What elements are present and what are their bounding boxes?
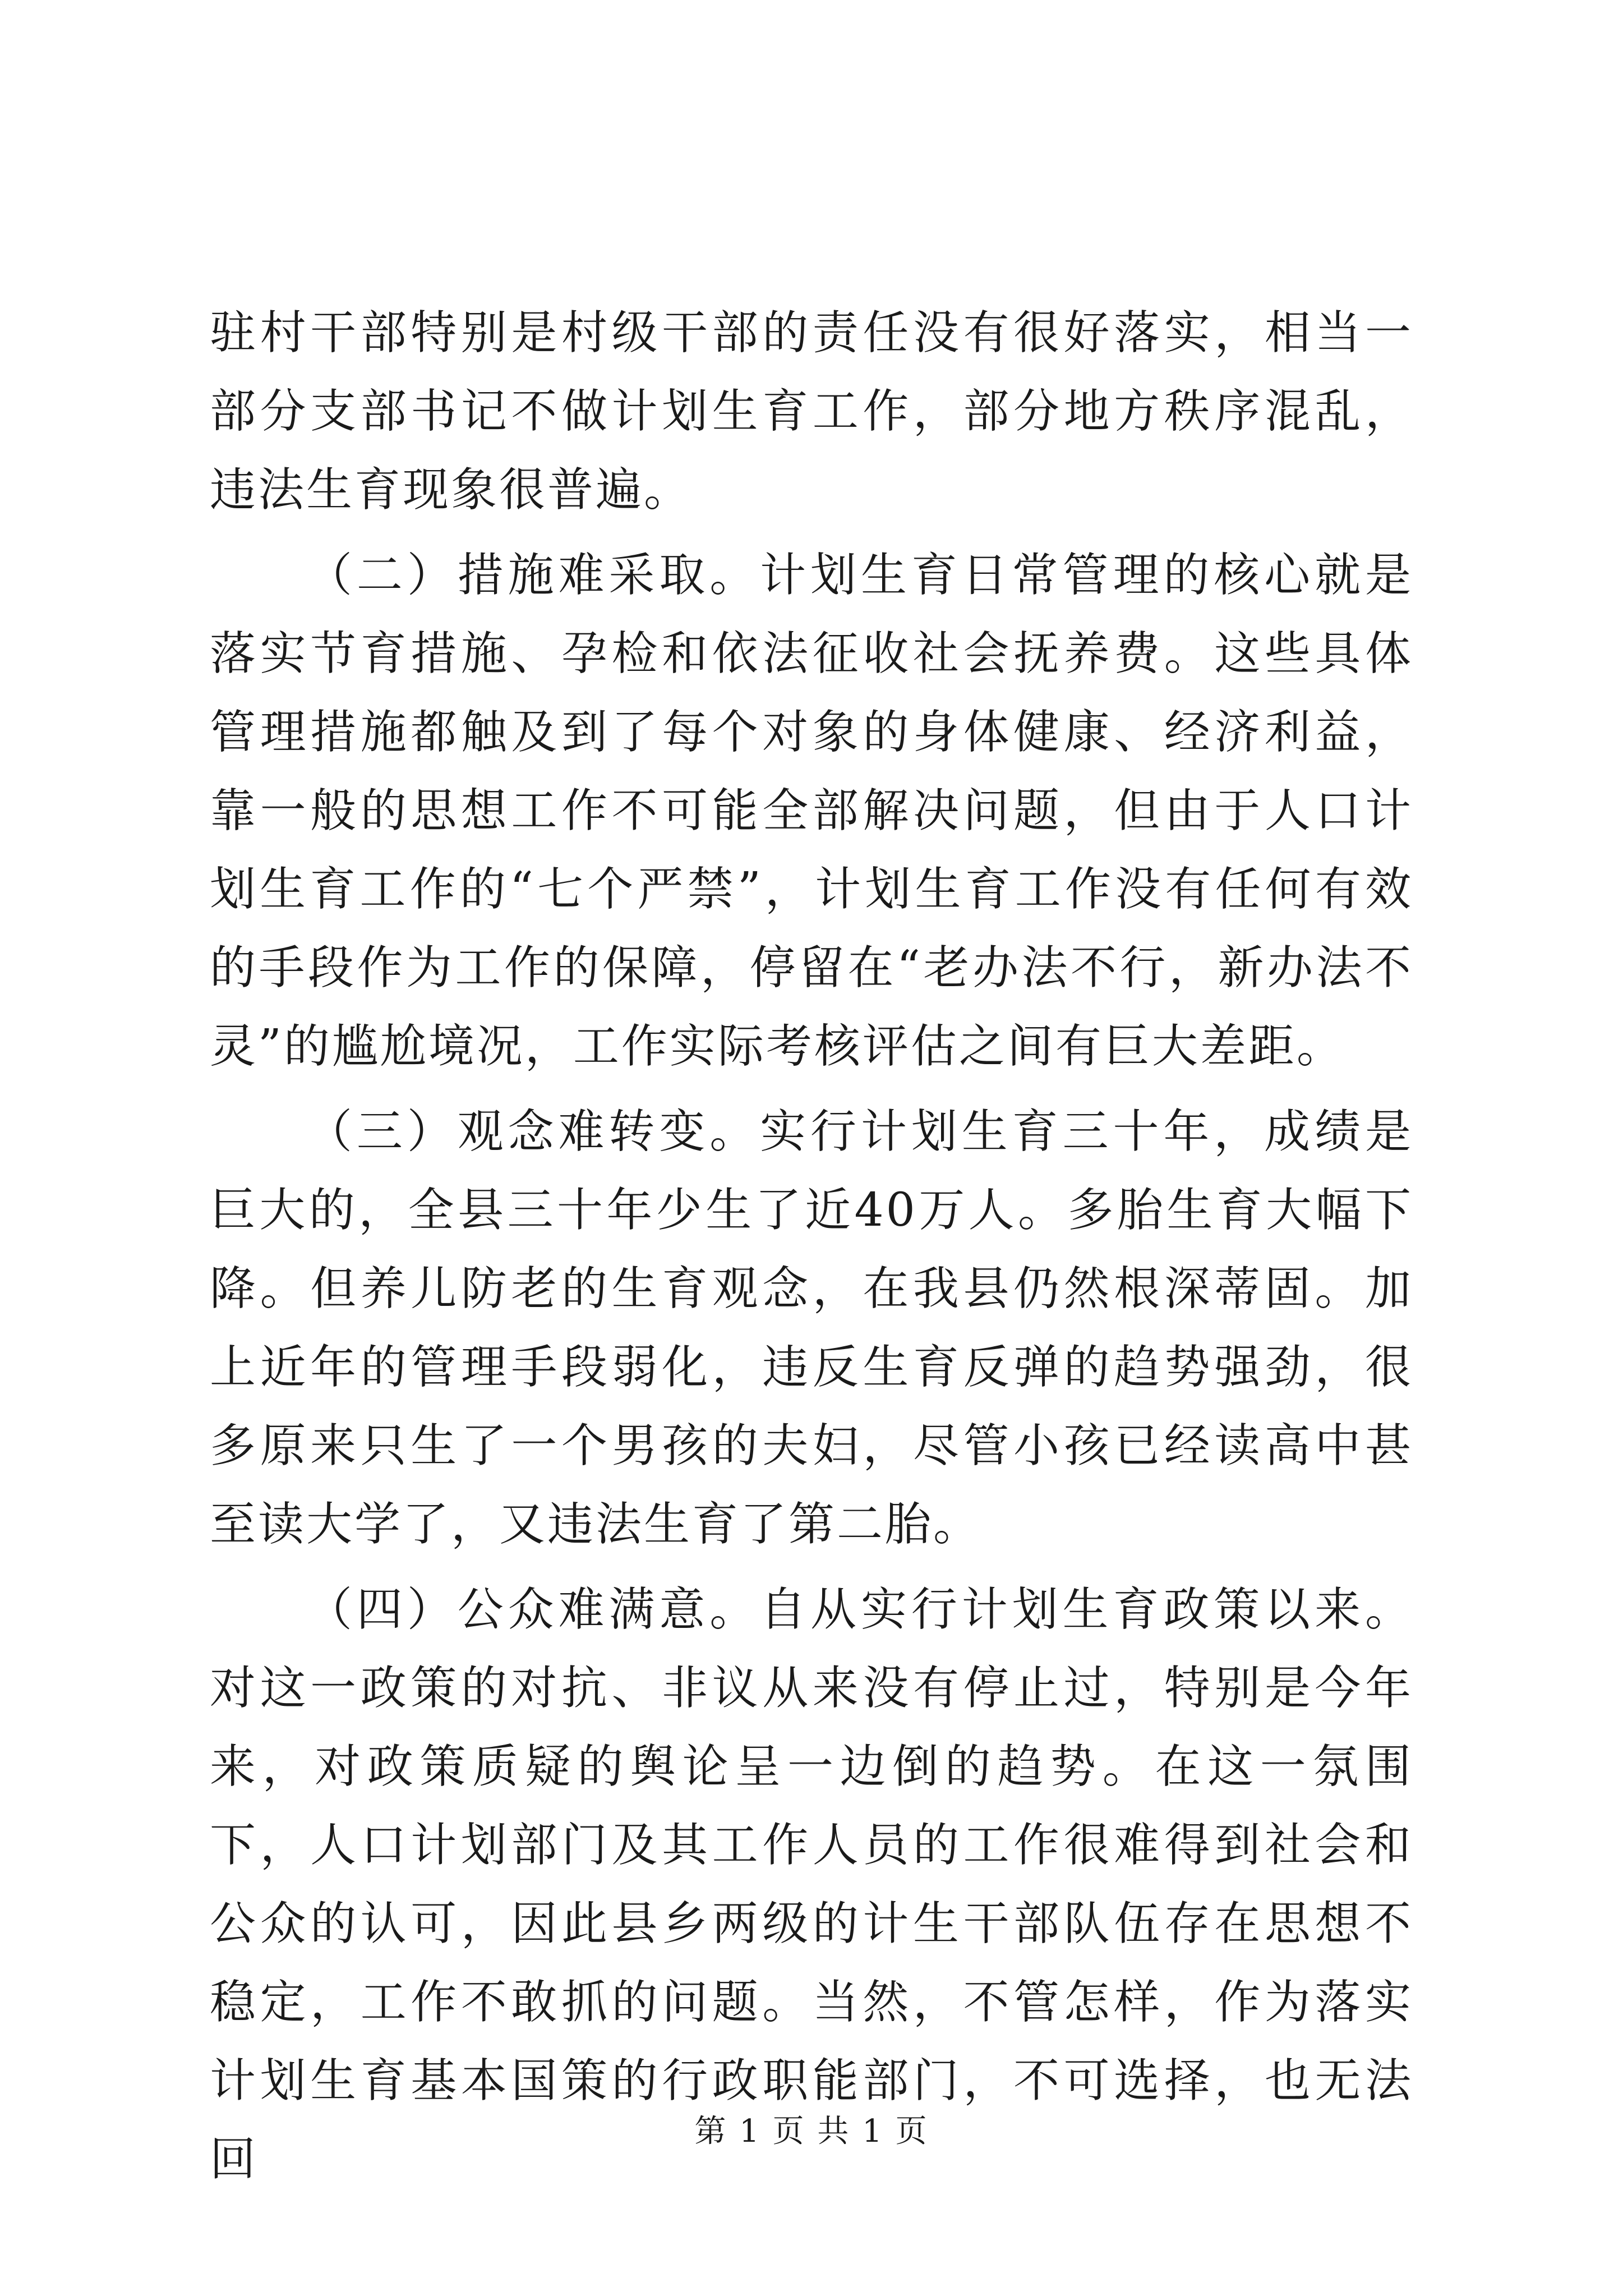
document-body [210,294,1413,2199]
paragraph-public: （四）公众难满意。自从实行计划生育政策以来。对这一政策的对抗、非议从来没有停止过，特别是今年来，对政策质疑的舆论呈一边倒的趋势。在这一氛围下，人口计划部门及其工作人员的工作很难得到社会和公众的认可，因此县乡两级的计生干部队伍存在思想不稳定，工作不敢抓的问题。当然，不管怎样，作为落实计划生育基本国策的行政职能部门，不可选择，也无法回 [210,1583,1413,2186]
page-number-footer: 第 1 页 共 1 页 [694,2113,929,2150]
paragraph-concepts: （三）观念难转变。实行计划生育三十年，成绩是巨大的，全县三十年少生了近40万人。多胎生育大幅下降。但养儿防老的生育观念，在我县仍然根深蒂固。加上近年的管理手段弱化，违反生育反弹的趋势强劲，很多原来只生了一个男孩的夫妇，尽管小孩已经读高中甚至读大学了，又违法生育了第二胎。 [210,1105,1413,1551]
paragraph-measures: （二）措施难采取。计划生育日常管理的核心就是落实节育措施、孕检和依法征收社会抚养费。这些具体管理措施都触及到了每个对象的身体健康、经济利益，靠一般的思想工作不可能全部解决问题，但由于人口计划生育工作的“七个严禁”，计划生育工作没有任何有效的手段作为工作的保障，停留在“老办法不行，新办法不灵”的尴尬境况，工作实际考核评估之间有巨大差距。 [210,549,1413,1073]
paragraph-continuation: 驻村干部特别是村级干部的责任没有很好落实，相当一部分支部书记不做计划生育工作，部分地方秩序混乱，违法生育现象很普遍。 [210,306,1413,517]
